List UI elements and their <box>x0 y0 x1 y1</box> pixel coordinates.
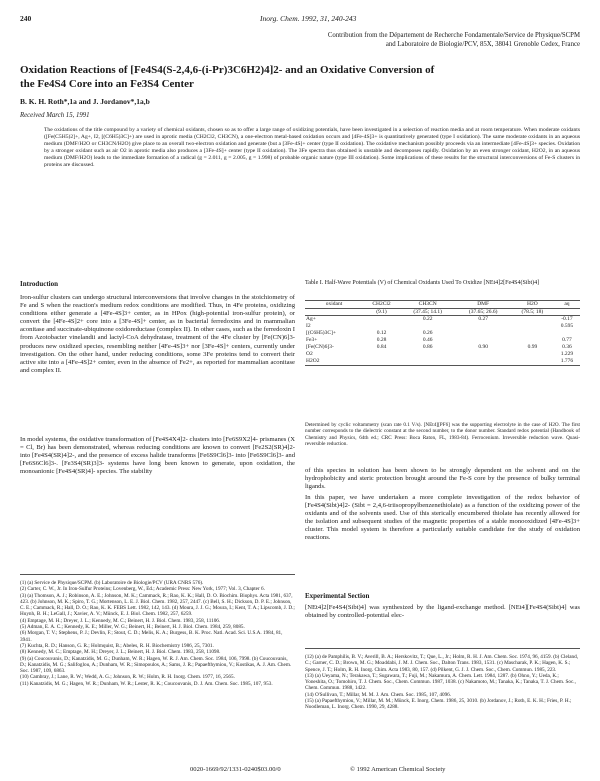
table-cell <box>363 358 400 366</box>
table-cell: 0.90 <box>478 344 488 350</box>
table-row <box>305 323 580 330</box>
experimental-heading: Experimental Section <box>305 592 370 600</box>
table-header-cell: H2O <box>511 301 554 309</box>
reference-item: (6) Morgan, T. V.; Stephens, P. J.; Devlin, F.; Stout, C. D.; Melis, K. A.; Burgess, B. K. Proc. Natl. Acad. Sci. U.S.A. 1984, 81, 3941. <box>20 630 283 643</box>
table-cell <box>363 323 400 330</box>
body-paragraph-right-2: In this paper, we have undertaken a more complete investigation of the redox behavior of [Fe4S4(Sibt)4]2- (Sibt = 2,4,6-triisopropylbenzenethiolate) as a function of the oxidizing power of the oxidants and of the solvents used. Use of this sterically encumbered thiolate has recently allowed for the isolation and subsequent studies of the magnetic properties of a stable monooxidized [4Fe-4S]3+ cluster. This model system is therefore a particularly suitable candidate for the study of oxidation reactions. <box>305 494 580 542</box>
table-subheader-cell: (9.1) <box>363 308 400 316</box>
reference-item: (9) (a) Coucouvanis, D.; Kanatzidis, M. G.; Dunham, W. R.; Hagen, W. R. J. Am. Chem. Soc. 1984, 106, 7998. (b) Coucouvanis, D.; Kanatzidis, M. G.; Salifoglou, A.; Dunham, W. R.; Simopoulos, A.; Sams, J. R.; Papaefthymiou, V.; Kostikas, A. J. Am. Chem. Soc. 1987, 109, 6863. <box>20 655 292 675</box>
table-header-cell: CH2Cl2 <box>363 301 400 309</box>
table-cell: 0.26 <box>422 330 433 336</box>
table-header-cell: oxidant <box>305 301 363 309</box>
table-cell <box>511 337 554 344</box>
table-row <box>305 337 580 344</box>
table-cell: 0.46 <box>422 337 433 343</box>
table-cell: 0.77 <box>562 337 572 343</box>
table-row <box>305 344 580 351</box>
experimental-paragraph: [NEt4]2[Fe4S4(Sibt)4] was synthesized by the ligand-exchange method. [NEt4][Fe4S4(Sibt)4] was obtained by controlled-potential elec- <box>305 604 580 620</box>
table-cell: 1.229 <box>560 351 574 357</box>
table-cell: H2O2 <box>305 358 363 366</box>
reference-item: (1) (a) Service de Physique/SCPM. (b) Laboratoire de Biologie/PCV (URA CNRS 576). <box>20 580 204 586</box>
contribution-line: Contribution from the Département de Recherche Fondamentale/Service de Physique/SCPM <box>327 32 580 39</box>
reference-item: (12) (a) de Pamphilis, B. V.; Averill, B. A.; Herskovitz, T.; Que, L., Jr.; Holm, R. H. J. Am. Chem. Soc. 1974, 96, 4159. (b) Cleland, C.; Garner, C. D.; Brown, M. G.; Moaddabi, J. M. J. Chem. Soc., Dalton Trans. 1983, 1531. (c) Mascharak, P. K.; Hagen, K. S.; Spence, J. T.; Holm, R. H. Inorg. Chim. Acta 1983, 80, 157. (d) Pilkent, G. J. J. Chem. Soc., Chem. Commun. 1985, 223. <box>305 654 578 673</box>
table-cell <box>511 351 554 358</box>
table-subheader-cell: (37.65; 26.6) <box>455 308 510 316</box>
table-footnote: Determined by cyclic voltammetry (scan rate 0.1 V/s). [NEt4][PF6] was the supporting electrolyte in the case of H2O. The first number corresponds to the dielectric constant at the second number, to the donor number. Standard redox potential (Handbook of Chemistry and Physics, 64th ed.; CRC Press: Boca Raton, FL, 1983-84). Ferrocenium. Irreversible reduction wave. Quasi-reversible reduction. <box>305 422 580 447</box>
contribution-note <box>20 32 580 49</box>
table-cell: Ag+ <box>306 316 316 322</box>
potentials-table <box>305 300 580 366</box>
table-cell <box>400 358 455 366</box>
table-cell <box>455 351 510 358</box>
authors: B. K. H. Roth*,1a and J. Jordanov*,1a,b <box>20 97 150 106</box>
table-cell: 0.595 <box>560 323 574 329</box>
table-cell: 1.776 <box>554 358 580 366</box>
table-caption: Table I. Half-Wave Potentials (V) of Chemical Oxidants Used To Oxidize [NEt4]2[Fe4S4(Sibt)4] <box>305 280 540 286</box>
table-cell <box>455 330 510 337</box>
table-cell: Fe3+ <box>306 337 318 343</box>
table-subheader-cell <box>305 308 363 316</box>
references-left <box>20 580 295 687</box>
body-paragraph-right-1: of this species in solution has been shown to be strongly dependent on the solvent and on the hydrophobicity and steric protection brought around the Fe-S core by the presence of bulky terminal ligands. <box>305 467 580 491</box>
table-cell <box>511 323 554 330</box>
introduction-paragraph-2: In model systems, the oxidative transformation of [Fe4S4X4]2- clusters into [Fe6S9X2]4- prismanes (X = Cl, Br) has been demonstrated, whereas reducing conditions are known to convert [Fe2S2(SR)4]2- into [Fe4S4(SR)4]2-, and the presence of excess halide transforms [Fe6S9Cl6]3- into [Fe6S9Cl6]3- and [Fe6S6Cl6]3-. [Fe3S4(SR)3]3- systems have long been known to generate, upon oxidation, the monoanionic [Fe4S4(SR)4]- species. The stability <box>20 436 295 476</box>
table-cell: 0.86 <box>422 344 433 350</box>
table-cell: 0.99 <box>527 344 538 350</box>
footnote-divider <box>20 574 295 575</box>
table-header-cell: aq <box>554 301 580 309</box>
table-cell: 0.12 <box>376 330 387 336</box>
table-cell <box>511 316 554 324</box>
reference-item: (4) Emptage, M. H.; Dreyer, J. L.; Kennedy, M. C.; Beinert, H. J. Biol. Chem. 1983, 258, 11106. <box>20 617 221 624</box>
reference-item: (11) Kanatzidis, M. G.; Hagen, W. R.; Dunham, W. R.; Lester, R. K.; Coucouvanis, D. J. Am. Chem. Soc. 1985, 107, 953. <box>20 680 273 687</box>
reference-item: (3) (a) Thomson, A. J.; Robinson, A. E.; Johnson, M. K.; Cammack, R.; Rao, K. K.; Hall, D. O. Biochim. Biophys. Acta 1981, 637, 423. (b) Johnson, M. K.; Spiro, T. G.; Mortenson, L. E. J. Biol. Chem. 1982, 257, 2447. (c) Bell, S. H.; Dickson, D. P. E.; Johnson, C. E.; Cammack, R.; Hall, D. O.; Rao, K. K. FEBS Lett. 1982, 142, 143. (d) Moura, J. J. G.; Moura, I.; Kent, T. A.; Lipscomb, J. D.; Huynh, B. H.; LeGall, J.; Xavier, A. V.; Münck, E. J. Biol. Chem. 1982, 257, 6259. <box>20 592 295 618</box>
table-header-cell: CH3CN <box>400 301 455 309</box>
table-cell: -0.17 <box>561 316 573 322</box>
table-cell <box>455 323 510 330</box>
article-code: 0020-1669/92/1331-0240$03.00/0 <box>190 766 281 773</box>
table-cell: 0.22 <box>422 316 433 322</box>
abstract: The oxidations of the title compound by a variety of chemical oxidants, chosen so as to offer a large range of oxidizing potentials, have been investigated in a selection of reaction media and at room temperature. When moderate oxidants ([Fe(C5H5)2]+, Ag+, I2, [(C6H5)3C]+) are used in aprotic media (CH2Cl2, CH3CN), a one-electron metal-based oxidation occurs and [4Fe-4S]3+ is quantitatively generated (type I oxidation). The same moderate oxidants in an aqueous medium (DMF/H2O or CH3CN/H2O) give place to an overall two-electron oxidation and generate (but a [3Fe-4S]+ center (type II oxidation). The oxidative mechanism possibly proceeds via an intermediate [4Fe-4S]3+ species. Oxidation by a stronger oxidant such as air O2 in aprotic media also produces a [3Fe-4S]+ center (type II oxidation). The 3Fe spectra thus obtained is unstable and decomposes rapidly. Oxidation by an even stronger oxidant, H2O2, in an aqueous medium (DMF/H2O) leads to the immediate formation of a radical (g = 2.011, g = 2.005, g = 1.998) of probable organic nature (type III oxidation). Some implications of these results for the structural interconversions of Fe-S clusters in proteins are discussed. <box>44 127 580 169</box>
received-date: Received March 15, 1991 <box>20 112 90 119</box>
reference-item: (10) Cambray, J.; Lane, R. W.; Wedd, A. G.; Johnson, R. W.; Holm, R. H. Inorg. Chem. 1977, 16, 2565. <box>20 674 235 681</box>
table-cell <box>554 330 580 337</box>
introduction-heading: Introduction <box>20 280 58 288</box>
table-subheader-cell <box>554 308 580 316</box>
table-cell <box>511 330 554 337</box>
table-cell: 0.27 <box>478 316 488 322</box>
table-subheader-cell: (78.5; 18) <box>511 308 554 316</box>
table-cell <box>511 358 554 366</box>
table-cell <box>455 337 510 344</box>
table-cell: 0.28 <box>376 337 387 343</box>
table-cell <box>363 316 400 324</box>
reference-item: (2) Carter, C. W., Jr. In Iron-Sulfur Proteins; Lovenberg, W., Ed.; Academic Press: New York, 1977; Vol. 3, Chapter 6. <box>20 586 265 593</box>
table-cell: O2 <box>306 351 313 357</box>
journal-citation: Inorg. Chem. 1992, 31, 240-243 <box>260 14 357 23</box>
copyright: © 1992 American Chemical Society <box>350 766 446 773</box>
contribution-line: and Laboratoire de Biologie/PCV, 85X, 38041 Grenoble Cedex, France <box>385 40 580 48</box>
table-row <box>305 330 580 337</box>
title-line: Oxidation Reactions of [Fe4S4(S-2,4,6-(i-Pr)3C6H2)4]2- and an Oxidative Conversion of <box>20 64 435 76</box>
table-row <box>305 316 580 324</box>
table-subheader-cell: (37.45; 14.1) <box>400 308 455 316</box>
table-cell <box>455 358 510 366</box>
reference-item: (5) Adman, E. A. C.; Kennedy, K. E.; Miller, W. G.; Beinert, H.; Beinert, H. J. Biol. Chem. 1984, 259, 8085. <box>20 624 245 631</box>
reference-item: (15) (a) Papaefthymiou, V.; Millar, M. M.; Münck, E. Inorg. Chem. 1986, 25, 3010. (b) Jordanov, J.; Roth, E. K. H.; Fries, P. H.; Noodleman, L. Inorg. Chem. 1990, 29, 4288. <box>305 698 572 711</box>
footnote-divider <box>305 648 580 649</box>
table-row <box>305 351 580 358</box>
table-cell <box>400 323 455 330</box>
table-cell <box>363 351 400 358</box>
introduction-paragraph-1: Iron-sulfur clusters can undergo structural interconversions that involve changes in the stoichiometry of Fe and S when the reaction's medium redox conditions are modified. Thus, in 4Fe proteins, oxidizing conditions either generate a [4Fe-4S]3+ center, as in HPox (high-potential iron-sulfur protein), or convert the [4Fe-4S]2+ core into a [3Fe-4S]+ center, as in bacterial ferredoxins and in mammalian aconitase and succinate-ubiquinone oxidoreductase (complex II). In other cases, such as the ferredoxin I from Azotobacter vinelandii and lactyl-CoA dehydratase, treatment of the 4Fe cluster by [Fe(CN)6]3- produces new oxidized species, resembling neither [4Fe-4S]3+ nor [3Fe-4S]+ centers, currently under investigation. On the other hand, under reducing conditions, some 3Fe proteins tend to convert their active site into a [4Fe-4S]2+ center, even in the absence of Fe2+, as reported for mammalian aconitase and complex II. <box>20 294 295 374</box>
table-cell: 0.36 <box>562 344 572 350</box>
reference-item: (13) (a) Ueyama, N.; Terakawa, T.; Sugawara, T.; Fuji, M.; Nakamura, A. Chem. Lett. 1984, 1287. (b) Ohno, Y.; Ueda, K.; Yoneshita, O.; Tomohiro, T. J. Chem. Soc., Chem. Commun. 1987, 1038. (c) Nakamoto, M.; Tanaka, K.; Tanaka, T. J. Chem. Soc., Chem. Commun. 1988, 1422. <box>305 672 576 692</box>
table-cell: [Fe(CN)6]3- <box>306 344 334 350</box>
reference-item: (7) Kuchta, R. D.; Hanson, G. R.; Holmquist, B.; Abeles, R. H. Biochemistry 1986, 25, 7301. <box>20 642 214 649</box>
title-line: the Fe4S4 Core into an Fe3S4 Center <box>20 78 194 90</box>
table-row <box>305 358 580 366</box>
references-right <box>305 654 580 711</box>
table-cell <box>400 351 455 358</box>
reference-item: (8) Kennedy, M. C.; Emptage, M. H.; Dreyer, J. L.; Beinert, H. J. Biol. Chem. 1983, 258, 11098. <box>20 649 221 656</box>
article-title <box>20 63 580 91</box>
table-cell: [(C6H5)3C]+ <box>306 330 336 336</box>
reference-item: (14) O'Sullivan, T.; Millar, M. M. J. Am. Chem. Soc. 1985, 107, 4096. <box>305 691 452 698</box>
table-cell: I2 <box>306 323 311 329</box>
table-header-cell: DMF <box>455 301 510 309</box>
table-cell: 0.84 <box>376 344 387 350</box>
page-number: 240 <box>20 14 32 23</box>
